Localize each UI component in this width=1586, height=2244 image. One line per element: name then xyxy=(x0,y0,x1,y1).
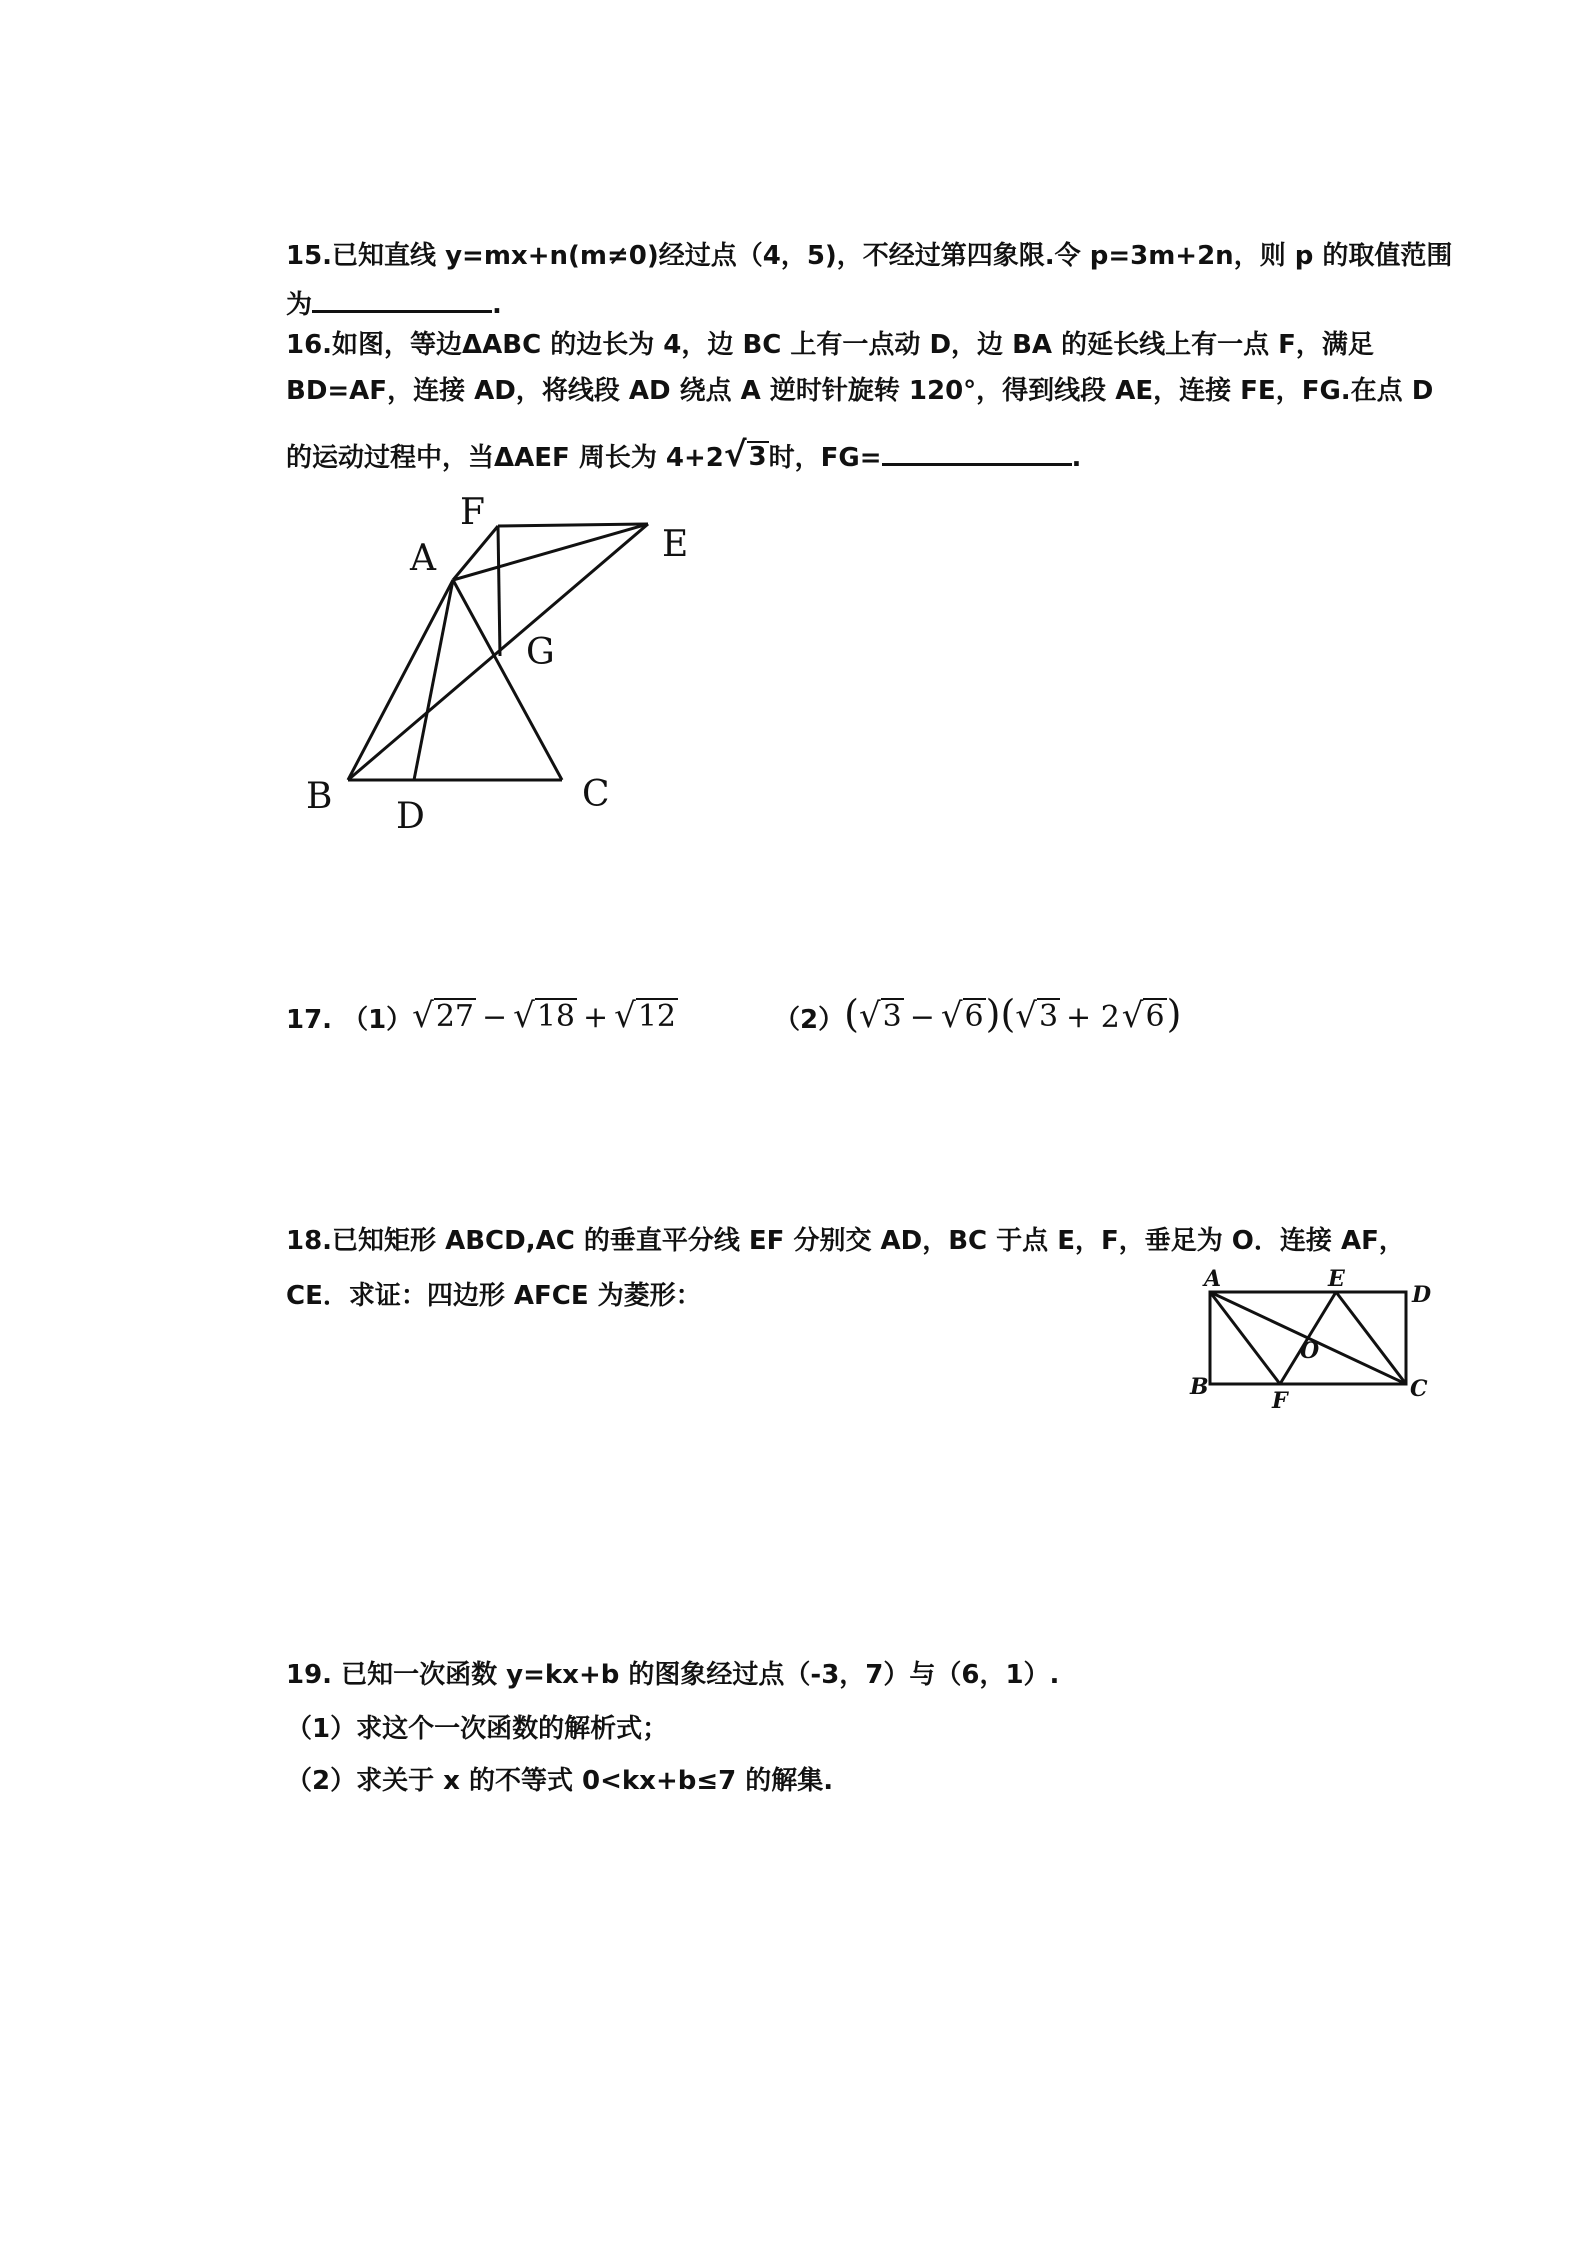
q17-sqrt-6b: √ 6 xyxy=(1121,996,1165,1036)
q15-line2-suffix: . xyxy=(492,290,502,320)
q17-part2-label: （2） xyxy=(774,1005,845,1035)
q17-number: 17. xyxy=(286,1005,333,1035)
q17-op-4: + 2 xyxy=(1066,1000,1120,1035)
q15-line1: 15.已知直线 y=mx+n(m≠0)经过点（4，5)，不经过第四象限.令 p=3m+2n，则 p 的取值范围 xyxy=(286,241,1453,271)
q19-line1: 19. 已知一次函数 y=kx+b 的图象经过点（-3，7）与（6，1）. xyxy=(286,1660,1060,1690)
label-d: D xyxy=(396,796,425,837)
label-e: E xyxy=(662,524,689,565)
label-b: B xyxy=(306,776,333,817)
q17-line xyxy=(286,992,1182,1036)
label-c-18: C xyxy=(1410,1376,1428,1402)
label-f-18: F xyxy=(1272,1388,1288,1414)
q17-radicand-7: 6 xyxy=(1145,999,1165,1034)
q17-sqrt-3b: √ 3 xyxy=(1015,996,1059,1036)
label-d-18: D xyxy=(1412,1282,1432,1308)
q19-line3: （2）求关于 x 的不等式 0<kx+b≤7 的解集. xyxy=(286,1766,834,1796)
q16-sqrt-radicand: 3 xyxy=(748,442,767,473)
q17-part1-label: （1） xyxy=(342,1005,413,1035)
q17-sqrt-27: √ 27 xyxy=(412,996,475,1036)
q16-line2: BD=AF，连接 AD，将线段 AD 绕点 A 逆时针旋转 120°，得到线段 AE，连接 FE，FG.在点 D xyxy=(286,376,1434,406)
q18-line1: 18.已知矩形 ABCD,AC 的垂直平分线 EF 分别交 AD，BC 于点 E，F，垂足为 O．连接 AF， xyxy=(286,1226,1405,1256)
q17-op-1: − xyxy=(482,1000,508,1035)
q16-sqrt: √ 3 xyxy=(723,435,767,475)
q17-paren-open-2: ( xyxy=(1000,992,1016,1036)
label-b-18: B xyxy=(1190,1374,1209,1400)
q16-answer-blank[interactable] xyxy=(882,443,1072,466)
segment-ce xyxy=(1336,1292,1406,1384)
q15-line2 xyxy=(286,290,502,318)
label-a: A xyxy=(410,538,436,579)
q17-sqrt-3a: √ 3 xyxy=(858,996,902,1036)
q17-radicand-1: 27 xyxy=(435,999,475,1034)
label-o-18: O xyxy=(1300,1338,1320,1364)
label-a-18: A xyxy=(1204,1268,1222,1292)
q18-figure xyxy=(1188,1268,1438,1418)
q17-paren-close-1: ) xyxy=(985,992,1001,1036)
q17-op-3: − xyxy=(909,1000,935,1035)
q16-line3-prefix: 的运动过程中，当ΔAEF 周长为 4+2 xyxy=(286,443,724,473)
segment-fe xyxy=(498,524,648,526)
segment-af-18 xyxy=(1210,1292,1280,1384)
q17-sqrt-18: √ 18 xyxy=(513,996,576,1036)
segment-ad xyxy=(414,580,453,780)
q16-figure xyxy=(290,488,730,848)
q18-line2: CE．求证：四边形 AFCE 为菱形： xyxy=(286,1281,702,1311)
q16-line1: 16.如图，等边ΔABC 的边长为 4，边 BC 上有一点动 D，边 BA 的延长线上有一点 F，满足 xyxy=(286,330,1374,360)
q16-line3-mid: 时，FG= xyxy=(768,443,882,473)
q17-paren-close-2: ) xyxy=(1166,992,1182,1036)
label-g: G xyxy=(526,632,555,673)
q17-radicand-3: 12 xyxy=(637,999,677,1034)
label-c: C xyxy=(582,774,610,815)
segment-fg xyxy=(498,526,500,656)
segment-af xyxy=(453,526,498,580)
q17-sqrt-6a: √ 6 xyxy=(940,996,984,1036)
q17-sqrt-12: √ 12 xyxy=(614,996,677,1036)
q17-op-2: + xyxy=(583,1000,609,1035)
q17-radicand-5: 6 xyxy=(964,999,984,1034)
q17-radicand-6: 3 xyxy=(1038,999,1059,1034)
q15-line2-prefix: 为 xyxy=(286,290,313,320)
q16-line3-suffix: . xyxy=(1071,443,1082,473)
q17-paren-open-1: ( xyxy=(844,992,859,1036)
segment-ab xyxy=(348,580,453,780)
q15-answer-blank[interactable] xyxy=(312,290,492,313)
q16-line3 xyxy=(286,435,1082,475)
label-f: F xyxy=(460,492,485,533)
q17-radicand-4: 3 xyxy=(882,999,902,1034)
q19-line2: （1）求这个一次函数的解析式； xyxy=(286,1714,669,1744)
q17-radicand-2: 18 xyxy=(536,999,576,1034)
label-e-18: E xyxy=(1328,1268,1345,1292)
